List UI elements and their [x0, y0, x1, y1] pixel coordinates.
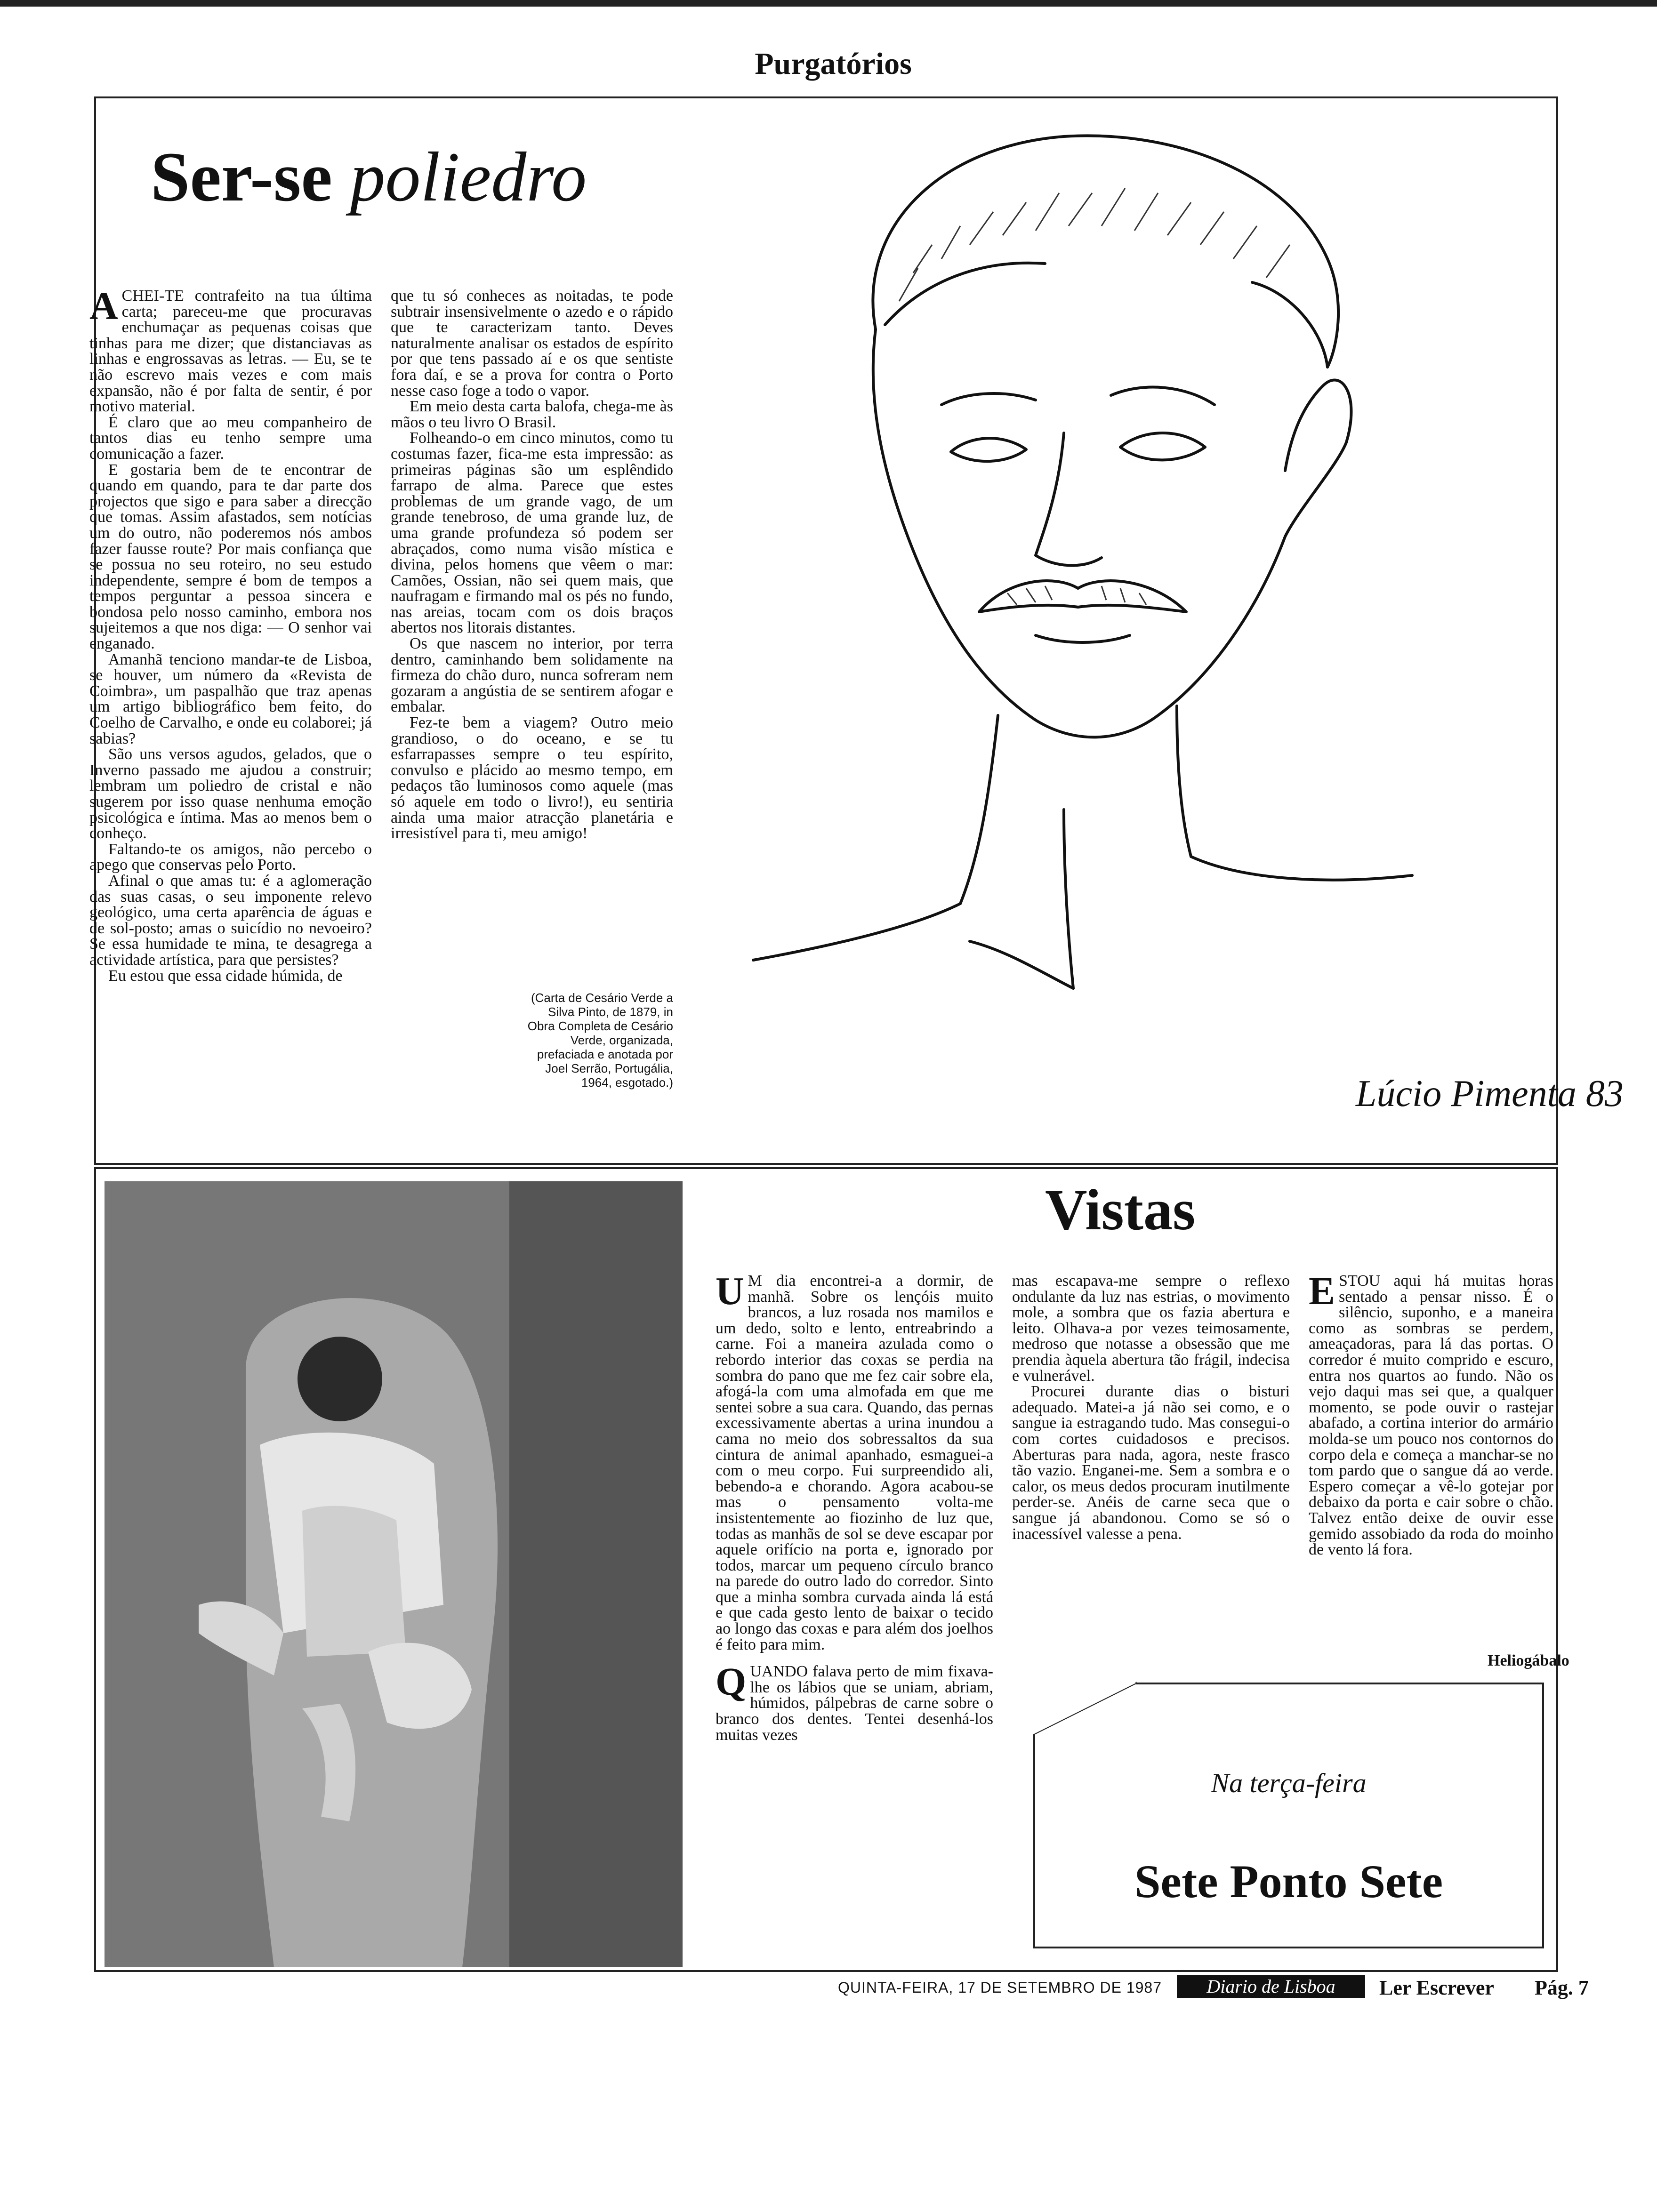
photo-seated-figure	[105, 1181, 683, 1967]
article1-title-italic: poliedro	[350, 138, 587, 216]
article2-paragraph: mas escapava-me sempre o reflexo ondulante da luz nas estrias, o movimento mole, a sombra que os fazia abertura e leito. Olhava-a por vezes teimosamente, medroso que notasse a obsessão que me prendia àquela abertura tão frágil, indecisa e vulnerável.	[1012, 1272, 1290, 1385]
article1-column-2	[391, 288, 673, 842]
article2-author: Heliogábalo	[1488, 1652, 1569, 1669]
article1-title-plain: Ser-se	[151, 138, 350, 216]
promo-box	[1033, 1683, 1544, 1948]
dropcap: U	[716, 1269, 744, 1313]
article1-paragraph: Fez-te bem a viagem? Outro meio grandioso, o do oceano, e se tu esfarrapasses sempre o teu espírito, convulso e plácido ao mesmo tempo, em pedaços tão luminosos como aquele (mas só aquele em todo o livro!), eu sentiria ainda uma maior atracção planetária e irresistível para ti, meu amigo!	[391, 714, 673, 842]
article1-paragraph: ACHEI-TE contrafeito na tua última carta; pareceu-me que procuravas enchumaçar as pequenas coisas que tinhas para me dizer; que distanciavas as linhas e engrossavas as letras. — Eu, se te não escrevo mais vezes e com mais expansão, não é por falta de sentir, é por motivo material.	[89, 284, 372, 416]
promo-title: Sete Ponto Sete	[1134, 1855, 1443, 1907]
article1-paragraph: Eu estou que essa cidade húmida, de	[108, 967, 343, 985]
footer-date: QUINTA-FEIRA, 17 DE SETEMBRO DE 1987	[838, 1979, 1162, 1996]
article1-paragraph: São uns versos agudos, gelados, que o Inverno passado me ajudou a construir; lembram um poliedro de cristal e não sugerem por isso quase nenhuma emoção psicológica e íntima. Mas ao menos bem o conheço.	[89, 745, 372, 842]
article1-paragraph: Afinal o que amas tu: é a aglomeração das suas casas, o seu imponente relevo geológico, uma certa aparência de águas e de sol-posto; amas o suicídio no nevoeiro? Se essa humidade te mina, te desagrega a actividade artística, para que persistes?	[89, 872, 372, 969]
article2-paragraph: QUANDO falava perto de mim fixava-lhe os lábios que se uniam, abriam, húmidos, pálpebras de carne sobre o branco dos dentes. Tentei desenhá-los muitas vezes	[716, 1660, 993, 1744]
dropcap: E	[1309, 1269, 1335, 1313]
article2-paragraph: U M dia encontrei-a a dormir, de manhã. Sobre os lençóis muito brancos, a luz rosada nos mamilos e um dedo, solto e lento, entreabrindo a carne. Foi a maneira azulada como o rebordo interior das coxas se perdia na sombra do pano que me fez cair sobre ela, afogá-la com uma almofada em que me sentei sobre a sua cara. Quando, das pernas excessivamente abertas a urina inundou a cama no meio dos sobressaltos da sua cintura de animal apanhado, esmaguei-a com o meu corpo. Fui surpreendido ali, bebendo-a e chorando. Agora acabou-se mas o pensamento volta-me insistentemente ao fiozinho de luz que, todas as manhãs de sol se deve escapar por aquele orifício na porta e, ignorado por todos, marcar um pequeno círculo branco na parede do outro lado do corredor. Sinto que a minha sombra curvada ainda lá está e que cada gesto lento de baixar o tecido ao longo das coxas e para além dos joelhos é feito para mim.	[716, 1269, 993, 1653]
article1-paragraph: E gostaria bem de te encontrar de quando em quando, para te dar parte dos projectos que sigo e para saber a direcção que tomas. Assim afastados, sem notícias um do outro, não poderemos nós ambos fazer fausse route? Por mais confiança que se possua no seu roteiro, no seu estudo independente, sempre é bom de tempos a tempos perguntar a pessoa sincera e bondosa pelo nosso caminho, embora nos sujeitemos a que nos diga: — O senhor vai enganado.	[89, 461, 372, 653]
article2-title: Vistas	[1045, 1178, 1196, 1242]
top-rule	[0, 0, 1657, 7]
portrait-illustration	[678, 104, 1624, 1158]
article2-paragraph: ESTOU aqui há muitas horas sentado a pensar nisso. É o silêncio, suponho, e a maneira como as sombras se perdem, ameaçadoras, para lá das portas. O corredor é muito comprido e escuro, entra nos quartos ao fundo. Não os vejo daqui mas sei que, a qualquer momento, se pode ouvir o rastejar abafado, a cortina interior do armário molda-se um pouco nos contornos do corpo dela e começa a manchar-se no tom pardo que o sangue dá ao verde. Espero começar a vê-lo gotejar por debaixo da porta e cair sobre o chão. Talvez então deixe de ouvir esse gemido assobiado da roda do moinho de vento lá fora.	[1309, 1269, 1553, 1559]
article2-column-3	[1309, 1269, 1553, 1559]
article1-paragraph: Amanhã tenciono mandar-te de Lisboa, se houver, um número da «Revista de Coimbra», um paspalhão que traz apenas um artigo bibliográfico bem feito, do Coelho de Carvalho, e onde eu colaborei; já sabias?	[89, 650, 372, 747]
article1-column-1	[89, 284, 372, 985]
article1-caption: (Carta de Cesário Verde a Silva Pinto, de 1879, in Obra Completa de Cesário Verde, organizada, prefaciada e anotada por Joel Serrão, Portugália, 1964, esgotado.)	[527, 991, 673, 1090]
article2-paragraph: Procurei durante dias o bisturi adequado. Matei-a já não sei como, e o sangue ia estragando tudo. Mas consegui-o com cortes cuidadosos e precisos. Aberturas para nada, agora, neste frasco tão vazio. Enganei-me. Sem a sombra e o calor, os meus dedos procuram inutilmente perder-se. Anéis de carne seca que o sangue já abandonou. Como se só o inacessível valesse a pena.	[1012, 1383, 1290, 1543]
article1-paragraph: Os que nascem no interior, por terra dentro, caminhando bem solidamente na firmeza do chão duro, nunca sofreram nem gozaram a angústia de se sentirem afogar e embalar.	[391, 635, 673, 716]
artist-signature: Lúcio Pimenta 83	[1356, 1073, 1624, 1114]
folded-corner	[1033, 1683, 1156, 1739]
promo-subtitle: Na terça-feira	[1211, 1768, 1367, 1798]
dropcap: A	[89, 284, 118, 328]
dropcap: Q	[716, 1660, 747, 1704]
footer-section: Ler Escrever	[1379, 1976, 1494, 1999]
article1-paragraph: Folheando-o em cinco minutos, como tu costumas fazer, fica-me esta impressão: as primeiras páginas são um esplêndido farrapo de alma. Parece que estes problemas de um grande vago, de um grande tenebroso, de uma grande luz, de uma grande profundeza só podem ser abraçados, como numa visão mística e divina, pelos homens que vêem o mar: Camões, Ossian, não sei quem mais, que naufragam e firmando mal os pés no fundo, nas areias, tocam com os dois braços abertos nos litorais distantes.	[391, 429, 673, 637]
page-number: Pág. 7	[1535, 1976, 1589, 1999]
section-header: Purgatórios	[755, 47, 912, 81]
article1-paragraph: Em meio desta carta balofa, chega-me às mãos o teu livro O Brasil.	[391, 398, 673, 431]
article2-column-1	[716, 1269, 993, 1744]
article2-column-2	[1012, 1273, 1290, 1542]
article1-paragraph: que tu só conheces as noitadas, te pode subtrair insensivelmente o azedo e o rápido que te caracterizam tanto. Deves naturalmente analisar os estados de espírito por que tens passado aí e os que sentiste fora daí, e se a prova for contra o Porto nesse caso foge a todo o vapor.	[391, 287, 673, 400]
article1-paragraph: Faltando-te os amigos, não percebo o apego que conservas pelo Porto.	[89, 840, 372, 874]
article1-title	[151, 136, 587, 217]
newspaper-logo: Diario de Lisboa	[1177, 1975, 1365, 1998]
article1-paragraph: É claro que ao meu companheiro de tantos dias eu tenho sempre uma comunicação a fazer.	[89, 413, 372, 463]
